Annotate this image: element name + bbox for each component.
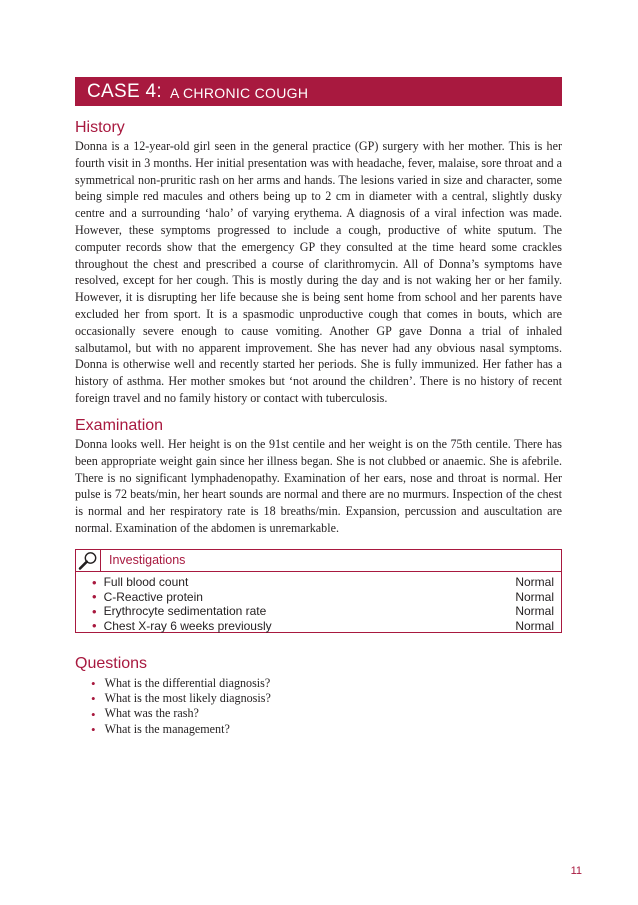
investigation-row [92,619,554,634]
investigation-result: Normal [515,575,554,589]
question-text: What was the rash? [104,706,199,721]
examination-heading: Examination [75,417,164,434]
question-item [91,691,271,706]
case-number: CASE 4: [87,80,162,102]
investigation-test: Chest X-ray 6 weeks previously [103,618,272,633]
case-banner [75,77,562,106]
investigations-list [76,572,561,633]
bullet-icon: • [91,706,96,722]
investigation-row [92,604,554,619]
question-item [91,706,271,721]
questions-list [91,676,271,737]
investigation-row [92,575,554,590]
investigation-test: Erythrocyte sedimentation rate [103,604,267,618]
examination-paragraph: Donna looks well. Her height is on the 91st centile and her weight is on the 75th centile. There has been appropriate weight gain since her illness began. She is not clubbed or anaemic. She is afebrile. There is no significant lymphadenopathy. Examination of her ears, nose and throat is normal. Her pulse is 72 beats/min, her heart sounds are normal and there are no murmurs. Inspection of the chest is normal and her respiratory rate is 18 breaths/min. Expansion, percussion and auscultation are normal. Examination of the abdomen is unremarkable. [75,437,562,535]
page-number: 11 [570,865,582,877]
bullet-icon: • [91,691,96,707]
question-text: What is the differential diagnosis? [104,676,271,690]
bullet-icon: • [92,603,97,619]
history-paragraph: Donna is a 12-year-old girl seen in the general practice (GP) surgery with her mother. This is her fourth visit in 3 months. Her initial presentation was with headache, fever, malaise, sore throat and a symmetrical non-pruritic rash on her arms and hands. The lesions varied in size and character, some being simple red macules and others being up to 2 cm in diameter with a central, slightly dusky centre and a surrounding ‘halo’ of varying erythema. A diagnosis of a viral infection was made. However, these symptoms progressed to include a cough, productive of white sputum. The computer records show that the emergency GP they consulted at the time heard some crackles throughout the chest and prescribed a course of clarithromycin. All of Donna’s symptoms have resolved, except for her cough. This is mostly during the day and is not waking her or her family. However, it is disrupting her life because she is being sent home from school and her parents have excluded her from sport. It is a spasmodic unproductive cough that comes in bouts, which are occasionally severe enough to cause vomiting. Another GP gave Donna a trial of inhaled salbutamol, but with no apparent improvement. She has never had any obvious nasal symptoms. Donna is otherwise well and recently started her periods. She is fully immunized. Her father has a history of asthma. Her mother smokes but ‘not around the children’. There is no history of recent foreign travel and no family history or contact with tuberculosis. [75,139,562,405]
question-text: What is the management? [104,721,230,736]
investigation-row [92,590,554,605]
magnifier-icon [76,550,101,571]
case-title: A CHRONIC COUGH [169,85,309,101]
investigations-header [76,550,561,572]
bullet-icon: • [91,676,96,692]
bullet-icon: • [92,618,97,634]
investigation-result: Normal [515,618,554,633]
question-text: What is the most likely diagnosis? [104,691,271,706]
investigation-result: Normal [515,589,554,604]
history-heading: History [75,119,125,136]
bullet-icon: • [92,574,97,590]
question-item [91,722,271,737]
investigation-test: C-Reactive protein [103,589,203,604]
investigations-title: Investigations [109,553,186,567]
investigation-test: Full blood count [103,575,189,589]
bullet-icon: • [91,721,96,737]
questions-heading: Questions [75,655,148,672]
bullet-icon: • [92,589,97,605]
question-item [91,676,271,691]
investigations-box [75,549,562,633]
investigation-result: Normal [515,604,554,618]
